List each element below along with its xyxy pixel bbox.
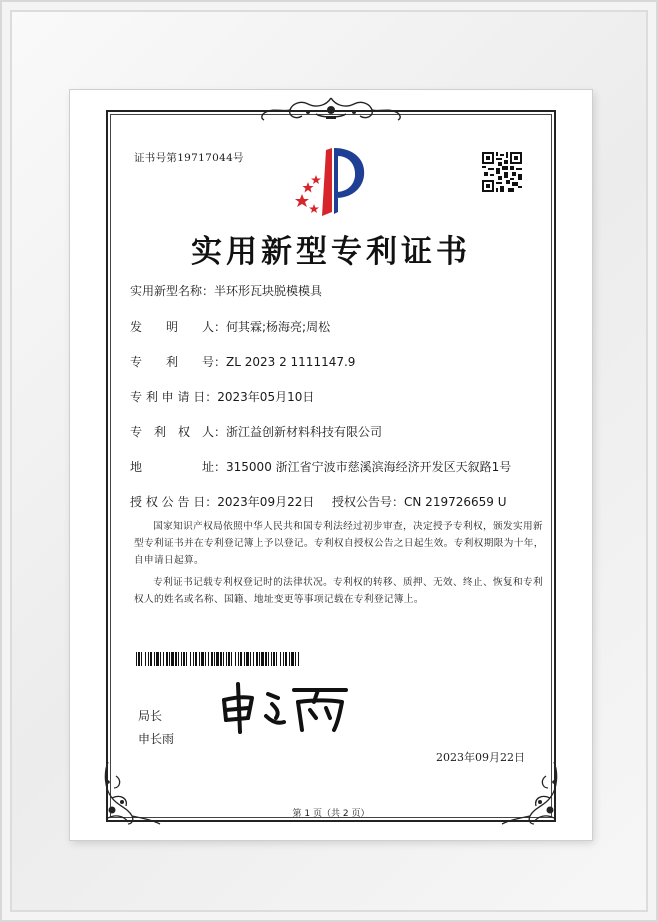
signature-image: [218, 678, 350, 734]
field-patent-number: [130, 353, 355, 370]
page-info: 第 1 页（共 2 页）: [292, 809, 370, 819]
field-application-date: [130, 388, 314, 405]
field-label: 授 权 公 告 日：: [130, 495, 218, 509]
field-inventors: [130, 318, 330, 335]
field-label: 专 利 申 请 日：: [130, 390, 218, 404]
cnipa-logo-icon: [292, 142, 372, 218]
field-value: 2023年09月22日: [217, 495, 315, 509]
field-announcement-number: [332, 493, 507, 510]
field-value: 半环形瓦块脱模模具: [214, 284, 323, 298]
field-label: 专 利 权 人：: [130, 425, 227, 439]
field-value: 315000 浙江省宁波市慈溪滨海经济开发区天叙路1号: [226, 460, 512, 474]
field-value: CN 219726659 U: [404, 495, 507, 509]
field-label: 授权公告号：: [332, 495, 405, 509]
barcode-icon: [136, 652, 300, 666]
certificate-paper: [70, 90, 592, 840]
certificate-title: 实用新型专利证书: [191, 234, 471, 270]
qr-code-icon: [482, 152, 522, 192]
field-label: 实用新型名称：: [130, 284, 215, 298]
field-address: [130, 458, 511, 475]
field-grant-date: [130, 493, 314, 510]
paragraph-grant-statement: 国家知识产权局依照中华人民共和国专利法经过初步审查，决定授予专利权，颁发实用新型专利证书并在专利登记簿上予以登记。专利权自授权公告之日起生效。专利权期限为十年，自申请日起算。: [134, 521, 544, 566]
paragraph-legal-status: 专利证书记载专利权登记时的法律状况。专利权的转移、质押、无效、终止、恢复和专利权人的姓名或名称、国籍、地址变更等事项记载在专利登记簿上。: [134, 577, 543, 605]
field-utility-model-name: [130, 282, 322, 299]
top-ornament-icon: [256, 94, 406, 124]
field-value: ZL 2023 2 1111147.9: [226, 355, 356, 369]
field-value: 2023年05月10日: [217, 390, 315, 404]
field-label: 地 址：: [130, 460, 227, 474]
field-patentee: [130, 423, 382, 440]
signatory-name: 申长雨: [138, 732, 175, 746]
signatory-title: 局长: [138, 709, 163, 723]
field-label: 发 明 人：: [130, 320, 227, 334]
field-label: 专 利 号：: [130, 355, 227, 369]
field-value: 浙江益创新材料科技有限公司: [226, 425, 383, 439]
issue-date: 2023年09月22日: [436, 751, 525, 764]
field-value: 何其霖;杨海亮;周松: [226, 320, 331, 334]
certificate-number: 证书号第19717044号: [134, 152, 244, 164]
